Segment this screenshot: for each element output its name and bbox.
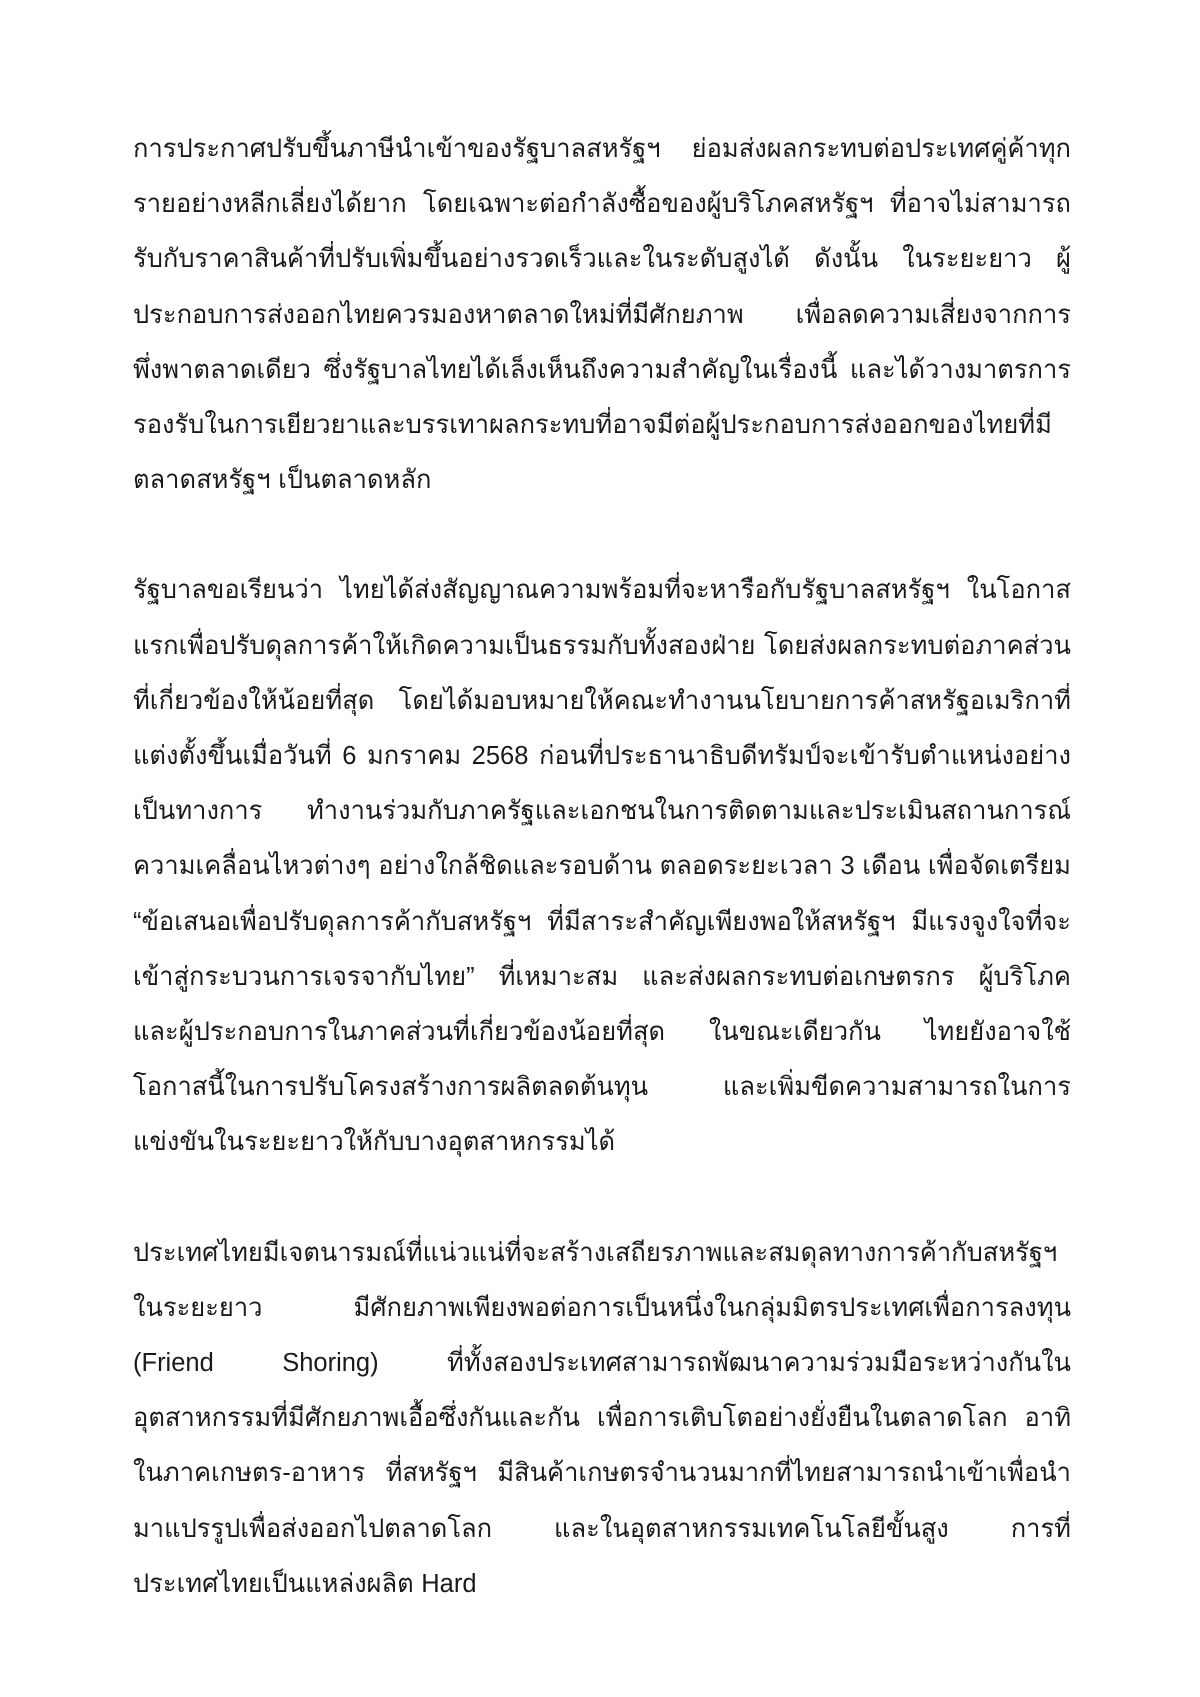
paragraph-1: การประกาศปรับขึ้นภาษีนำเข้าของรัฐบาลสหรัฐฯ ย่อมส่งผลกระทบต่อประเทศคู่ค้าทุกรายอย่างหลีกเลี่ยงได้ยาก โดยเฉพาะต่อกำลังซื้อของผู้บริโภคสหรัฐฯ ที่อาจไม่สามารถรับกับราคาสินค้าที่ปรับเพิ่มขึ้นอย่างรวดเร็วและในระดับสูงได้ ดังนั้น ในระยะยาว ผู้ประกอบการส่งออกไทยควรมองหาตลาดใหม่ที่มีศักยภาพ เพื่อลดความเสี่ยงจากการพึ่งพาตลาดเดียว ซึ่งรัฐบาลไทยได้เล็งเห็นถึงความสำคัญในเรื่องนี้ และได้วางมาตรการรองรับในการเยียวยาและบรรเทาผลกระทบที่อาจมีต่อผู้ประกอบการส่งออกของไทยที่มีตลาดสหรัฐฯ เป็นตลาดหลัก (133, 135, 1071, 495)
document-text-body (133, 122, 1071, 1612)
paragraph-3: ประเทศไทยมีเจตนารมณ์ที่แน่วแน่ที่จะสร้างเสถียรภาพและสมดุลทางการค้ากับสหรัฐฯ ในระยะยาว มีศักยภาพเพียงพอต่อการเป็นหนึ่งในกลุ่มมิตรประเทศเพื่อการลงทุน (Friend Shoring) ที่ทั้งสองประเทศสามารถพัฒนาความร่วมมือระหว่างกันในอุตสาหกรรมที่มีศักยภาพเอื้อซึ่งกันและกัน เพื่อการเติบโตอย่างยั่งยืนในตลาดโลก อาทิ ในภาคเกษตร-อาหาร ที่สหรัฐฯ มีสินค้าเกษตรจำนวนมากที่ไทยสามารถนำเข้าเพื่อนำมาแปรรูปเพื่อส่งออกไปตลาดโลก และในอุตสาหกรรมเทคโนโลยีขั้นสูง การที่ประเทศไทยเป็นแหล่งผลิต Hard (133, 1238, 1071, 1598)
paragraph-2: รัฐบาลขอเรียนว่า ไทยได้ส่งสัญญาณความพร้อมที่จะหารือกับรัฐบาลสหรัฐฯ ในโอกาสแรกเพื่อปรับดุลการค้าให้เกิดความเป็นธรรมกับทั้งสองฝ่าย โดยส่งผลกระทบต่อภาคส่วนที่เกี่ยวข้องให้น้อยที่สุด โดยได้มอบหมายให้คณะทำงานนโยบายการค้าสหรัฐอเมริกาที่แต่งตั้งขึ้นเมื่อวันที่ 6 มกราคม 2568 ก่อนที่ประธานาธิบดีทรัมป์จะเข้ารับตำแหน่งอย่างเป็นทางการ ทำงานร่วมกับภาครัฐและเอกชนในการติดตามและประเมินสถานการณ์ความเคลื่อนไหวต่างๆ อย่างใกล้ชิดและรอบด้าน ตลอดระยะเวลา 3 เดือน เพื่อจัดเตรียม “ข้อเสนอเพื่อปรับดุลการค้ากับสหรัฐฯ ที่มีสาระสำคัญเพียงพอให้สหรัฐฯ มีแรงจูงใจที่จะเข้าสู่กระบวนการเจรจากับไทย” ที่เหมาะสม และส่งผลกระทบต่อเกษตรกร ผู้บริโภค และผู้ประกอบการในภาคส่วนที่เกี่ยวข้องน้อยที่สุด ในขณะเดียวกัน ไทยยังอาจใช้โอกาสนี้ในการปรับโครงสร้างการผลิตลดต้นทุน และเพิ่มขีดความสามารถในการแข่งขันในระยะยาวให้กับบางอุตสาหกรรมได้ (133, 576, 1071, 1157)
